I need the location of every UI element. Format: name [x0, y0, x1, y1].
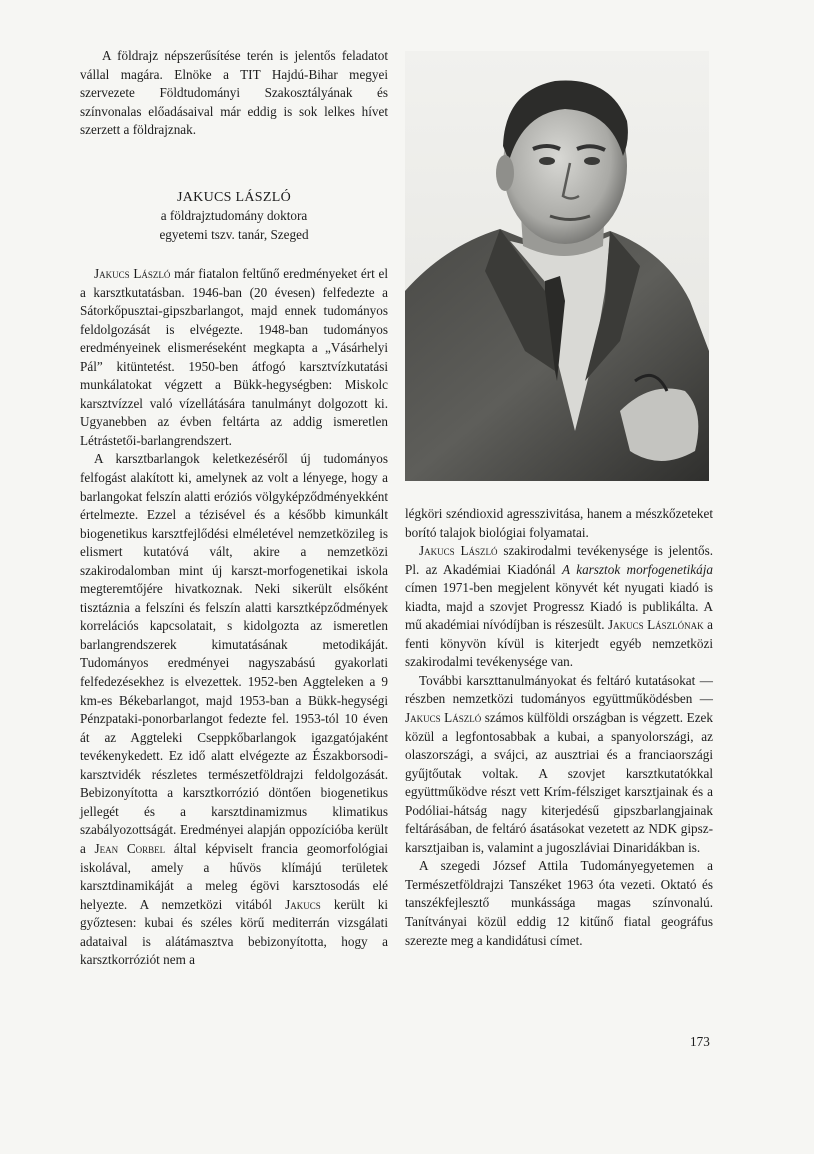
bio-paragraph-2-text-c: került ki győztesen: kubai és széles körű mediterrán vizsgálati adataival is alátámasztva bebizonyította, hogy a karsztkorróziót nem a — [80, 896, 388, 968]
person-name-heading: JAKUCS LÁSZLÓ — [177, 190, 291, 205]
intro-paragraph: A földrajz népszerűsítése terén is jelentős feladatot vállal magára. Elnöke a TIT Hajdú-Bihar megyei szervezete Földtudományi Szakosztályának és színvonalas előadásaival már eddig is sok lelkes hívet szerzett a földrajznak. — [80, 48, 388, 138]
person-name-inline: Jakucs László — [94, 266, 171, 281]
bio-paragraph-3-text-c: a fenti könyvön kívül is kiterjedt egyéb nemzetközi szakirodalmi tevékenysége van. — [405, 617, 713, 670]
jakucs-name-inline: Jakucs — [285, 896, 321, 912]
person-position: egyetemi tszv. tanár, Szeged — [159, 227, 309, 242]
biography-left-column — [80, 265, 388, 970]
bio-paragraph-1-text: már fiatalon feltűnő eredményeket ért el a karsztkutatásban. 1946-ban (20 évesen) felfedezte a Sátorkőpusztai-gipszbarlangot, majd ennek tudományos feldolgozását is elvégezte. 1948-ban tudományos eredményeinek elismeréseként megkapta a „Vásárhelyi Pál” kitüntetést. 1950-ben átfogó karsztvízkutatási munkálatokat végzett a Bükk-hegységben: Miskolc karsztvízzel való vízellátására tanulmányt dolgozott ki. Ugyanebben az évben feltárta az addig ismeretlen Létrástetői-barlangrendszert. — [80, 266, 389, 448]
bio-paragraph-2-text-a: A karsztbarlangok keletkezéséről új tudományos felfogást alakított ki, amelynek az volt a lényege, hogy a barlangokat felszín alatti eróziós völgyképződményekként értelmezte. Ezzel a tézisével és a később kimunkált biogenetikus karsztfejlődési elméletével nemzetközileg is elismert kutatóvá vált, akire a nemzetközi szakirodalomban mint új karszt-morfogenetikai iskola megteremtőjére hivatkoznak. Neki sikerült elsőként tisztáznia a felszíni és felszín alatti karsztképződmények korrelációs kapcsolatait, s kidolgozta az ismeretlen barlangrendszerek kimutatásának metodikáját. Tudományos eredményei nagyszabású gyakorlati felfedezésekhez is elvezettek. 1952-ben Aggteleken a 9 km-es Békebarlangot, majd 1953-ban a Bükk-hegységi Pénzpataki-ponorbarlangot fedezte fel. 1953-tól 10 éven át az Aggteleki Cseppkőbarlangok igazgatójaként tevékenykedett. Ez idő alatt elvégezte az Északborsodi-karsztvidék részletes természetföldrajzi feldolgozását. Bebizonyította a karsztkorrózió döntően biogenetikus jellegét és a karsztdinamizmus klimatikus szabályozottságát. Eredményei alapján oppozícióba került a — [80, 451, 388, 856]
bio-paragraph-4-text-b: számos külföldi országban is végzett. Ezek közül a legfontosabbak a kubai, a spanyolországi, az olaszországi, a svájci, az ausztriai és a franciaországi gyűjtőutak voltak. A szovjet karsztkutatókkal együttműködve részt vett Krím-félsziget karsztjainak és a Podóliai-hátság nagy kiterjedésű gipszbarlangjainak feltárásában, de feltáró ásatásokat vezetett az NDK gipsz-karsztjaiban is, valamint a jugoszláviai Dinaridákban is. — [405, 710, 713, 855]
corbel-name-inline: Jean Corbel — [94, 840, 166, 856]
portrait-photo — [405, 51, 709, 481]
bio-paragraph-3 — [405, 542, 713, 672]
person-name-inline: Jakucs László — [405, 710, 482, 726]
bio-paragraph-2 — [80, 450, 388, 969]
bio-paragraph-4-text-a: További karszttanulmányokat és feltáró kutatásokat — részben nemzetközi tudományos együttműködésben — — [405, 672, 713, 707]
page-number: 173 — [690, 1034, 710, 1049]
bio-paragraph-4 — [405, 672, 713, 857]
person-name-inline: Jakucs László — [419, 543, 498, 559]
portrait-illustration — [405, 51, 709, 481]
bio-paragraph-3-text-b: címen 1971-ben megjelent könyvét két nyugati kiadó is kiadta, majd a szovjet Progressz Kiadó is publikálta. A mű akadémiai nívódíjban is részesült. — [405, 580, 713, 633]
book-title: A karsztok morfogenetikája — [562, 561, 713, 577]
bio-paragraph-5: A szegedi József Attila Tudományegyetemen a Természetföldrajzi Tanszéket 1963 óta vezeti. Oktató és tanszékfejlesztő munkássága magas színvonalú. Tanítványai közül eddig 12 kitűnő fiatal geográfus szerezte meg a kandidátusi címet. — [405, 858, 713, 948]
biography-right-column — [405, 505, 713, 950]
person-degree: a földrajztudomány doktora — [160, 208, 308, 223]
bio-paragraph-2-text-b: által képviselt francia geomorfológiai iskolával, amely a hűvös klímájú területek karsztdinamikáját a meleg égövi karsztosodás elé helyezte. A nemzetközi vitából — [80, 840, 388, 912]
bio-paragraph-3-text-a: szakirodalmi tevékenysége is jelentős. Pl. az Akadémiai Kiadónál — [405, 543, 713, 577]
bio-paragraph-1 — [80, 265, 388, 450]
person-name-inline-2: Jakucs Lászlónak — [608, 617, 704, 633]
intro-column — [80, 47, 388, 140]
bio-paragraph-2-continuation: légköri széndioxid agresszivitása, hanem a mészkőzeteket borító talajok biológiai folyamatai. — [405, 506, 713, 540]
